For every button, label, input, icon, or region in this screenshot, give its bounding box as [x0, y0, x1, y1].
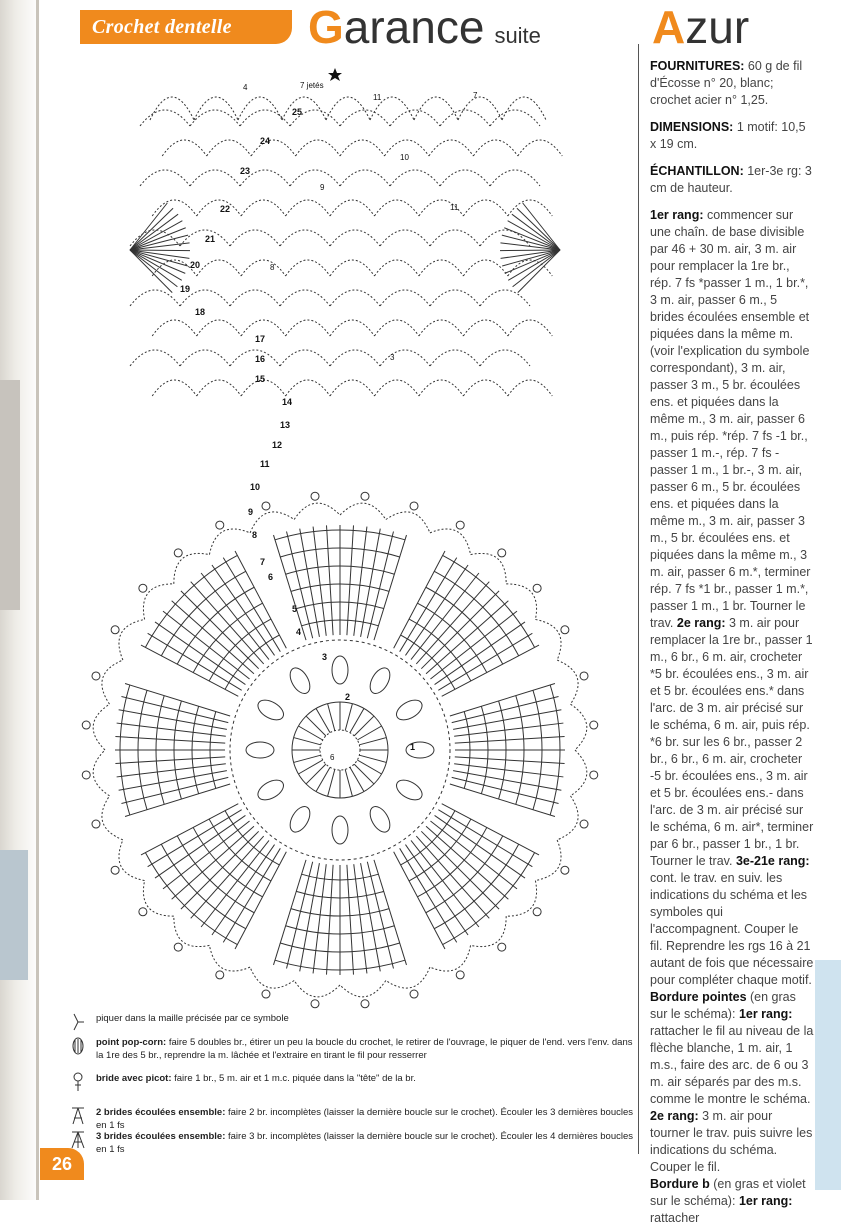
legend-text: faire 3 br. incomplètes (laisser la dernière boucle sur le crochet). Écouler les 4 dernières boucles en 1 fs [96, 1131, 634, 1155]
border-points-round-1-text: rattacher le fil au niveau de la flèche blanche, 1 m. air, 1 m.s., faire des arc. de 6 ou 3 m. air séparés par des m.s. comme le montre le schéma. [650, 1024, 814, 1106]
round-number-label: 6 [268, 572, 274, 582]
border-points-round-1-label: 1er rang: [738, 1007, 793, 1021]
round-2-text: 3 m. air pour remplacer la 1re br., passer 1 m., 6 br., 6 m. air, crocheter *5 br. écoulées ens., 3 m. air et 5 br. écoulées ens.* dans l'arc. de 3 m. air précisé sur le schéma, 6 m. air, puis rép. *6 br. sur les 6 br., passer 2 br., 6 br., 6 m. air, crocheter -5 br. écoulées ens., 3 m. air et 5 br. écoulées ens.- dans l'arc. de 3 m. air précisé sur le schéma, 6 m. air*, terminer par 6 br., passer 1 br., 1 br. Tourner le trav. [650, 616, 814, 868]
round-number-label: 9 [248, 507, 254, 517]
legend-bold: 2 brides écoulées ensemble: [96, 1107, 226, 1118]
round-number-label: 19 [180, 284, 191, 294]
legend-text: piquer dans la maille précisée par ce symbole [96, 1013, 289, 1024]
second-title-rest: zur [685, 1, 750, 53]
right-edge-strip [815, 960, 841, 1190]
dimensions-text: 1 motif: 10,5 x 19 cm. [650, 120, 806, 151]
round-number-label: 11 [260, 459, 270, 469]
round-number-label: 17 [255, 334, 266, 344]
fournitures-label: FOURNITURES: [650, 59, 745, 73]
inner-stitch-label: 6 [330, 753, 335, 762]
inner-stitch-label: 10 [400, 153, 409, 162]
title-suite: suite [494, 23, 541, 48]
round-number-label: 20 [190, 260, 201, 270]
round-number-label: 5 [292, 604, 298, 614]
side-photo-strip-lower [0, 850, 28, 980]
round-3-text: cont. le trav. en suiv. les indications du schéma et les symboles qui l'accompagnent. Couper le fil. Reprendre les rgs 16 à 21 autant de fois que nécessaire pour compléter chaque motif. [650, 871, 814, 987]
legend-text: faire 2 br. incomplètes (laisser la dernière boucle sur le crochet). Écouler les 3 dernières boucles en 1 fs [96, 1107, 634, 1131]
round-number-label: 3 [322, 652, 328, 662]
page-title [308, 2, 541, 52]
round-1-label: 1er rang: [650, 208, 704, 222]
crochet-diagram [60, 60, 620, 1010]
round-number-label: 14 [282, 397, 293, 407]
inner-stitch-label: 11 [373, 93, 382, 102]
border-b-round-1-text: rattacher [650, 1211, 700, 1225]
rubric-banner [80, 10, 292, 44]
page-number: 26 [40, 1148, 84, 1180]
round-number-label: 15 [255, 374, 266, 384]
border-b-round-1-label: 1er rang: [738, 1194, 793, 1208]
border-points-label: Bordure pointes [650, 990, 747, 1004]
title-capital: G [308, 1, 344, 53]
instructions-body [650, 207, 814, 1227]
round-number-label: 2 [345, 692, 351, 702]
round-number-label: 1 [410, 742, 416, 752]
inner-stitch-label: 7 [473, 91, 478, 100]
arrow-symbol-icon [68, 1012, 88, 1032]
instructions-column [650, 58, 814, 1227]
inner-stitch-label: 3 [390, 353, 395, 362]
inner-stitch-label: 9 [320, 183, 325, 192]
two-trebles-symbol-icon [68, 1106, 88, 1126]
rubric-label: Crochet dentelle [92, 16, 232, 38]
side-photo-strip [0, 380, 20, 610]
echantillon-label: ÉCHANTILLON: [650, 164, 744, 178]
fournitures-paragraph [650, 58, 814, 109]
border-b-text: (en gras et violet sur le schéma): [650, 1177, 806, 1208]
echantillon-text: 1er-3e rg: 3 cm de hauteur. [650, 164, 812, 195]
title-rest: arance [343, 1, 485, 53]
legend-bold: bride avec picot: [96, 1073, 172, 1084]
border-points-round-2-text: 3 m. air pour tourner le trav. puis suivre les indications du schéma. Couper le fil. [650, 1109, 813, 1174]
round-number-label: 7 [260, 557, 266, 567]
round-2-label: 2e rang: [676, 616, 726, 630]
round-number-label: 16 [255, 354, 266, 364]
second-title [652, 2, 749, 52]
legend-bold: point pop-corn: [96, 1037, 167, 1048]
picot-symbol-icon [68, 1072, 88, 1092]
page-spine-edge [36, 0, 39, 1200]
dimensions-label: DIMENSIONS: [650, 120, 734, 134]
inner-stitch-label: 11 [450, 203, 459, 212]
echantillon-paragraph [650, 163, 814, 197]
round-number-label: 25 [292, 107, 303, 117]
legend-text: faire 1 br., 5 m. air et 1 m.c. piquée dans la "tête" de la br. [171, 1073, 416, 1084]
fournitures-text: 60 g de fil d'Écosse n° 20, blanc; crochet acier n° 1,25. [650, 59, 803, 107]
border-b-label: Bordure b [650, 1177, 710, 1191]
round-3-label: 3e-21e rang: [735, 854, 810, 868]
legend-bold: 3 brides écoulées ensemble: [96, 1131, 226, 1142]
round-number-label: 10 [250, 482, 261, 492]
legend-text: faire 5 doubles br., étirer un peu la boucle du crochet, le retirer de l'ouvrage, le piquer de l'end. vers l'env. dans la 1re des 5 br., reprendre la m. lâchée et l'extraire en tirant le fil pour resserrer [96, 1037, 633, 1061]
round-number-label: 24 [260, 136, 271, 146]
border-points-round-2-label: 2e rang: [650, 1109, 699, 1123]
round-number-label: 8 [252, 530, 258, 540]
jetes-label: 7 jetés [300, 81, 324, 90]
dimensions-paragraph [650, 119, 814, 153]
round-number-label: 21 [205, 234, 216, 244]
round-number-label: 22 [220, 204, 231, 214]
round-number-label: 18 [195, 307, 206, 317]
popcorn-symbol-icon [68, 1036, 88, 1056]
round-number-label: 4 [296, 627, 302, 637]
round-number-label: 13 [280, 420, 291, 430]
border-points-text: (en gras sur le schéma): [650, 990, 796, 1021]
second-title-capital: A [652, 1, 686, 53]
round-number-label: 23 [240, 166, 251, 176]
column-divider [638, 44, 639, 1154]
inner-stitch-label: 4 [243, 83, 248, 92]
three-trebles-symbol-icon [68, 1130, 88, 1150]
inner-stitch-label: 8 [270, 263, 275, 272]
round-number-label: 12 [272, 440, 283, 450]
round-1-text: commencer sur une chaîn. de base divisible par 46 + 30 m. air, 3 m. air pour remplacer la 1re br., rép. 7 fs *passer 1 m., 1 br.*, 3 m. air, passer 6 m., 5 brides écoulées ensemble et piquées dans la même m. (voir l'explication du symbole correspondant), 3 m. air, passer 3 m., 5 br. écoulées ens. et piquées dans la même m., 3 m. air, passer 6 m., puis rép. *rép. 7 fs -1 br., passer 1 m.-, rép. 7 fs -passer 1 m., 1 br.-, 3 m. air, passer 6 m., 5 br. écoulées ens. et piquées dans la même m., 3 m. air, passer 3 m., 5 br. écoulées ens. et piquées dans la même m., 3 m. air, passer 6 m.*, terminer rép. 7 fs *1 br., passer 1 m.*, passer 1 m., 1 br. Tourner le trav. [650, 208, 811, 630]
